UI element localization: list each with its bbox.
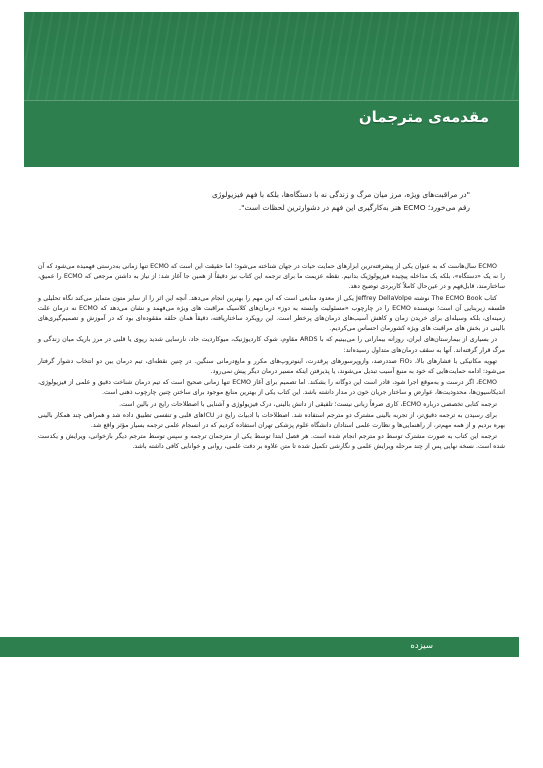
epigraph-quote: "در مراقبت‌های ویژه، مرز میان مرگ و زندگی نه با دستگاه‌ها، بلکه با فهم فیزیولوژی رقم می‌خورد؛ ECMO هنر به‌کارگیری این فهم در دشوارترین لحظات است". bbox=[212, 190, 470, 213]
chapter-title: مقدمه‌ی مترجمان bbox=[358, 108, 489, 126]
paragraph-4: تهویه مکانیکی با فشارهای بالا، FiO₂ صددرصد، وازوپرسورهای پرقدرت، اینوتروپ‌های مکرر و مایع‌درمانی سنگین. در چنین نقطه‌ای، تیم درمان بین دو انتخاب دشوار گرفتار می‌شود: ادامه حمایت‌هایی که خود به منبع آسیب تبدیل می‌شوند، یا پذیرفتن اینکه مسیر درمان دیگر پیش نمی‌رود. bbox=[38, 357, 505, 376]
header-divider bbox=[24, 100, 519, 101]
paragraph-8: ترجمه این کتاب به صورت مشترک توسط دو مترجم انجام شده است. هر فصل ابتدا توسط یکی از مترجمان ترجمه و سپس توسط مترجم دیگر بازخوانی، ویرایش و یکدست شده است. نسخه نهایی پس از چند مرحله ویرایش علمی و نگارشی تکمیل شده تا متن علاوه بر دقت علمی، روانی و خوانایی کافی داشته باشد. bbox=[38, 433, 505, 451]
paragraph-7: برای رسیدن به ترجمه دقیق‌تر، از تجربه بالینی مشترک دو مترجم استفاده شد. اصطلاحات با ادبیات رایج در ICUهای قلبی و تنفسی تطبیق داده شد و همراهی چند همکار بالینی بهره بردیم و از همه مهم‌تر، از راهنمایی‌ها و نظارت علمی استادان دانشگاه علوم پزشکی تهران استفاده کردیم که در انسجام علمی ترجمه بسیار مؤثر واقع شد. bbox=[38, 411, 505, 430]
paragraph-5: ECMO، اگر درست و به‌موقع اجرا شود، قادر است این دوگانه را بشکند. اما تصمیم برای آغاز ECMO تنها زمانی صحیح است که تیم درمان شناخت دقیق و علمی از فیزیولوژی، اندیکاسیون‌ها، محدودیت‌ها، عوارض و ساختار جریان خون در مدار داشته باشد. این کتاب یکی از بهترین منابع موجود برای ساختن چنین چارچوب ذهنی است. bbox=[38, 379, 505, 397]
footer-band bbox=[0, 637, 519, 657]
paragraph-6: ترجمه کتابی تخصصی درباره ECMO، کاری صرفاً زبانی نیست؛ تلفیقی از دانش بالینی، درک فیزیولوژی و آشنایی با اصطلاحات رایج در بالین است. bbox=[119, 400, 497, 408]
paragraph-1: ECMO سال‌هاست که به عنوان یکی از پیشرفته‌ترین ابزارهای حمایت حیات در جهان شناخته می‌شود؛ اما حقیقت این است که ECMO تنها زمانی به‌درستی فهمیده می‌شود که آن را نه یک «دستگاه»، بلکه یک مداخله پیچیده فیزیولوژیک بدانیم. نقطه عزیمت ما برای ترجمه این کتاب نیز دقیقاً از همین جا آغاز شد: از نیاز به داشتن مرجعی که ECMO را عمیق، ساختارمند، قابل‌فهم و در عین‌حال کاملاً کاربردی توضیح دهد. bbox=[38, 263, 505, 291]
chapter-header-band bbox=[24, 12, 519, 167]
page-number-label: سیزده bbox=[410, 641, 433, 651]
body-text bbox=[38, 262, 505, 454]
header-texture bbox=[24, 12, 519, 100]
paragraph-3: در بسیاری از بیمارستان‌های ایران، روزانه بیمارانی را می‌بینیم که با ARDS مقاوم، شوک کاردیوژنیک، میوکاردیت حاد، نارسایی شدید ریوی یا قلبی در مرز باریک میان زندگی و مرگ قرار گرفته‌اند. آنها به سقف درمان‌های متداول رسیده‌اند: bbox=[38, 336, 505, 354]
paragraph-2: کتاب The ECMO Book نوشته Jeffrey DellaVolpe یکی از معدود منابعی است که این مهم را بهترین انجام می‌دهد. آنچه این اثر را از سایر متون متمایز می‌کند نگاه تحلیلی و فلسفه زیربنایی آن است؛ نویسنده ECMO را در چارچوب «مسئولیت وابسته به دوز» درمان‌های کلاسیک مراقبت های ویژه می‌فهمد و نشان می‌دهد که ECMO نه درمان علت زمینه‌ای، بلکه وسیله‌ای برای خریدن زمان و کاهش آسیب‌های درمان‌های پرخطر است. این رویکرد ساختاریافته، دقیقاً همان حلقه مفقوده‌ای بود که در آموزش و تصمیم‌گیری‌های بالینی در بخش های مراقبت های ویژه کشورمان احساس می‌کردیم. bbox=[38, 294, 505, 333]
